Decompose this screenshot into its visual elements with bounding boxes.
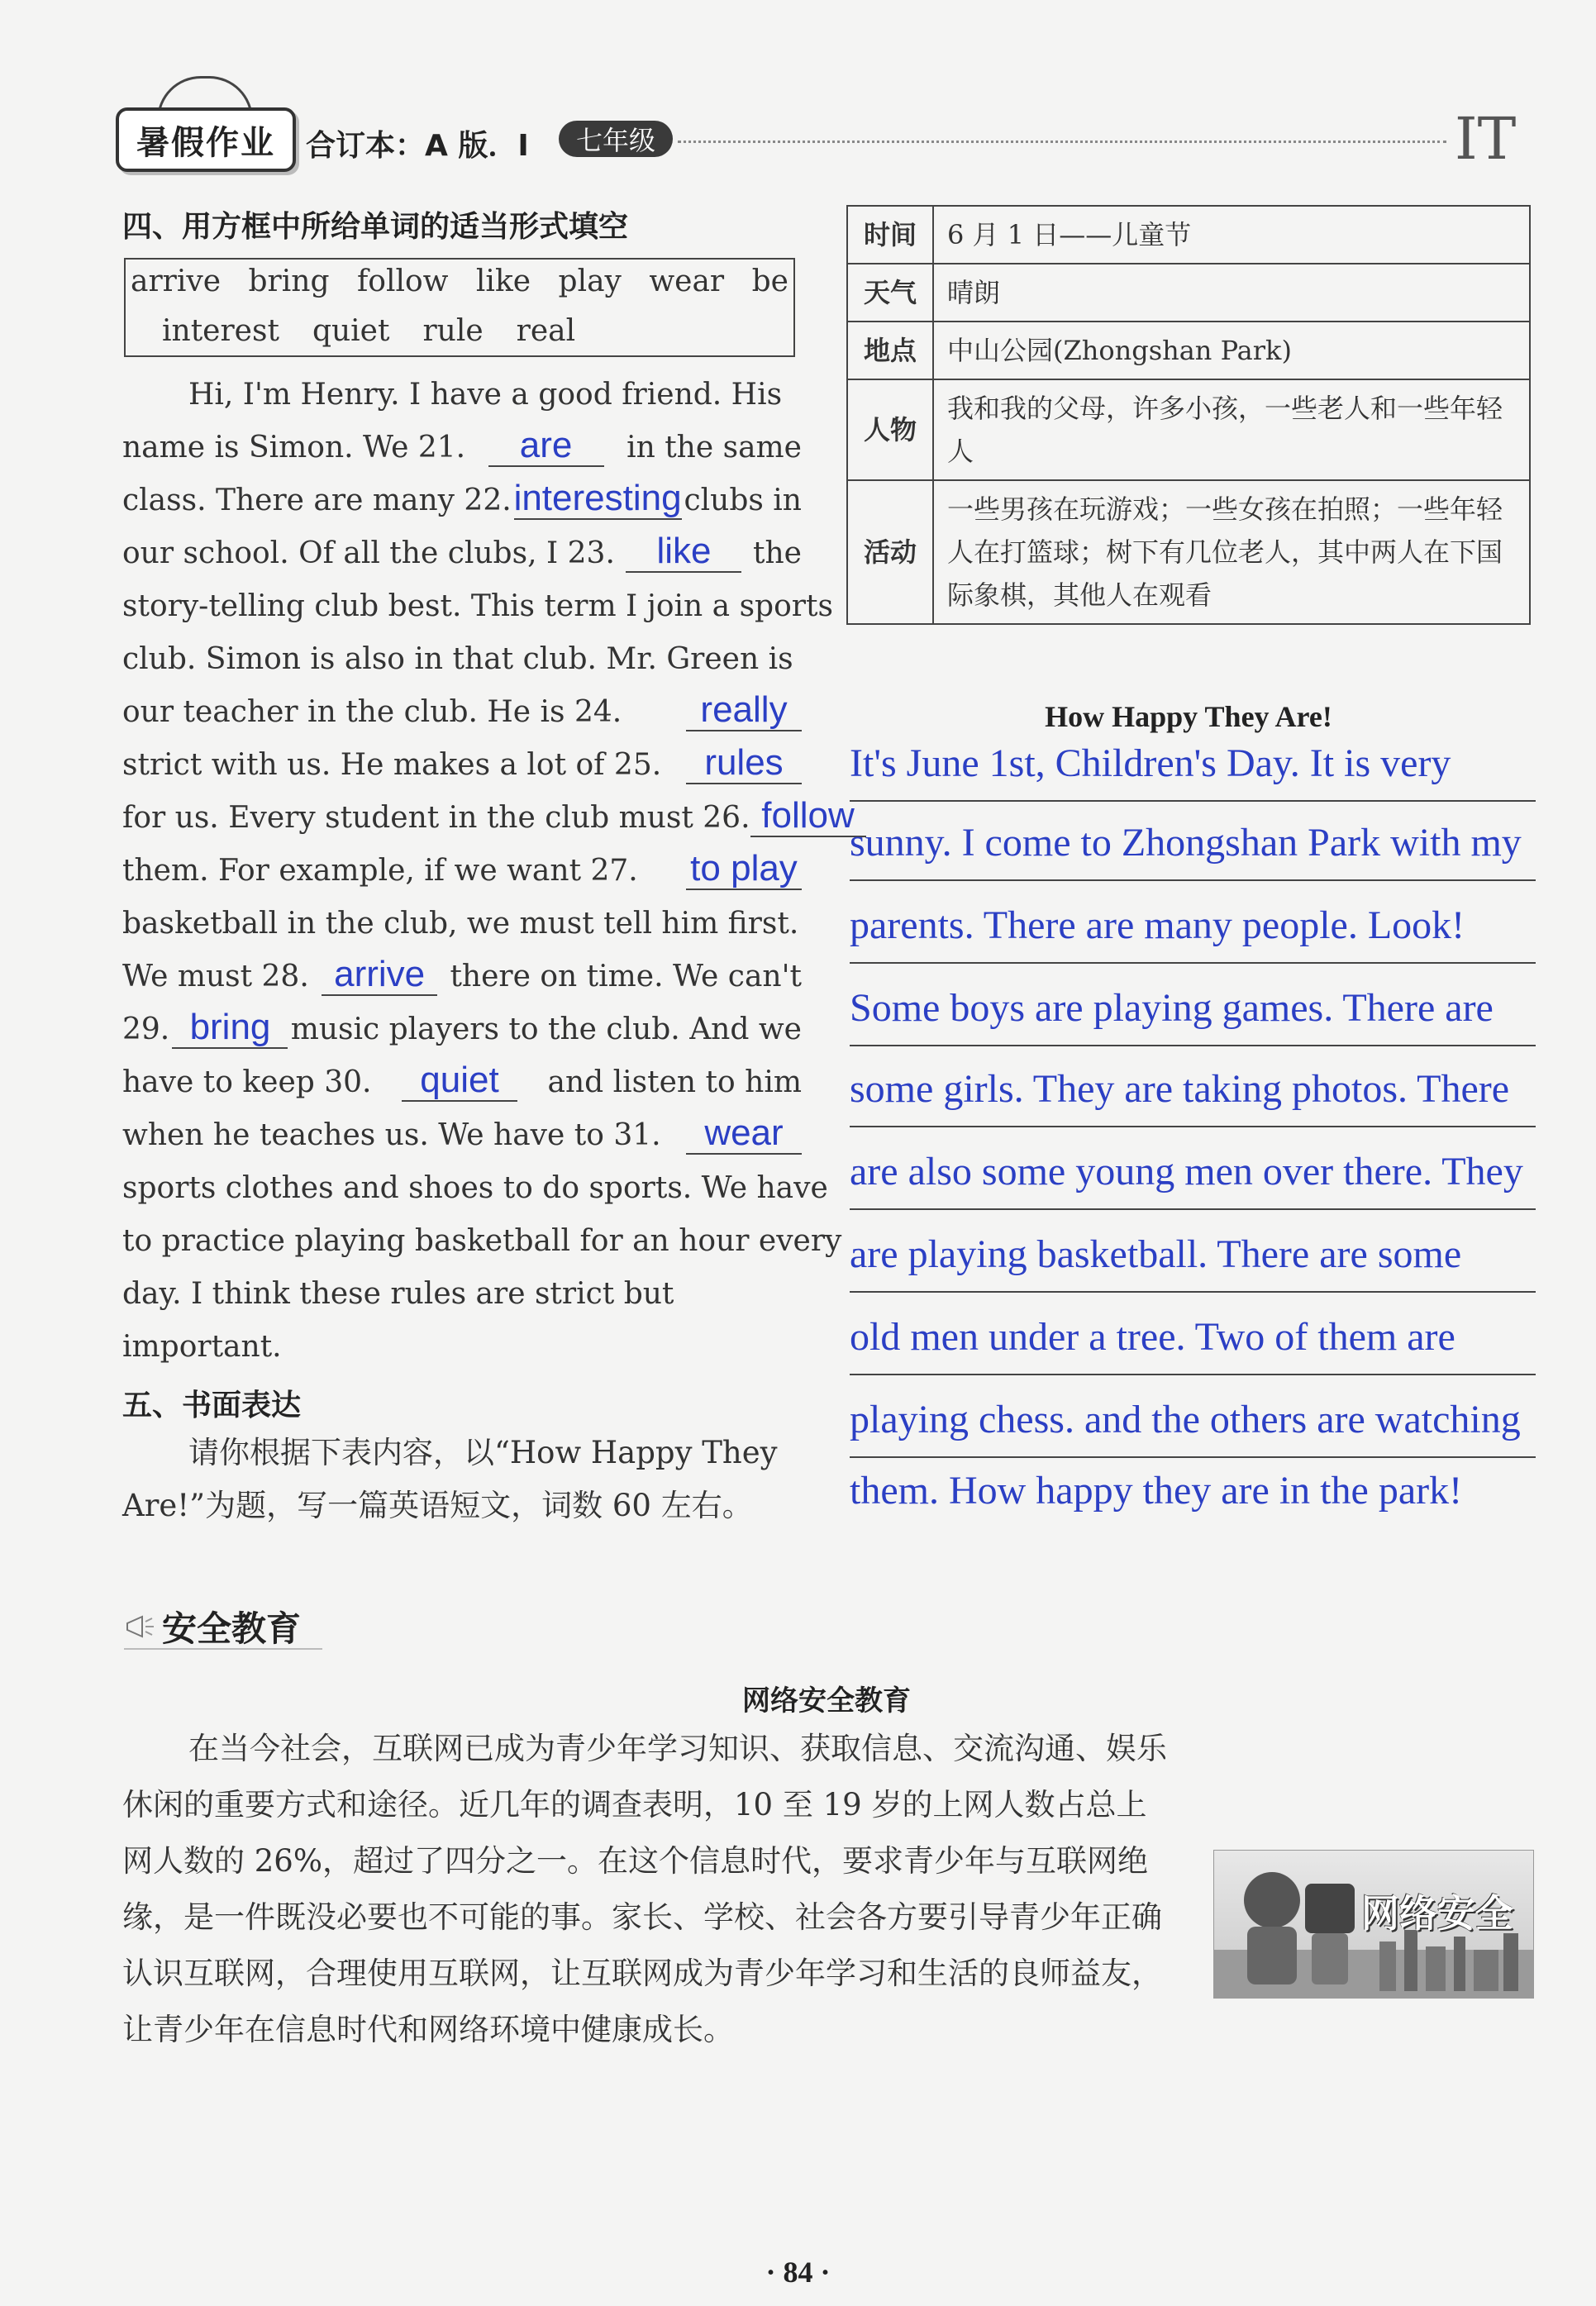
word-box (124, 258, 795, 357)
blank-28: arrive (322, 957, 437, 996)
passage-line: story-telling club best. This term I join a sports (122, 589, 833, 623)
safety-rule (124, 1648, 322, 1650)
essay-line: some girls. They are taking photos. There (850, 1056, 1536, 1127)
section5-instruction: Are!”为题，写一篇英语短文，词数 60 左右。 (122, 1488, 753, 1523)
word: arrive (131, 264, 222, 298)
megaphone-icon (124, 1610, 157, 1643)
table-row (847, 480, 1530, 624)
blank-26: follow (750, 798, 866, 837)
word: play (558, 264, 622, 298)
passage-line: our teacher in the club. He is 24. really (122, 688, 802, 737)
safety-text-line: 认识互联网，合理使用互联网，让互联网成为青少年学习和生活的良师益友， (122, 1956, 1162, 1991)
word: follow (356, 264, 449, 298)
section4-title: 四、用方框中所给单词的适当形式填空 (122, 210, 629, 244)
network-security-image (1213, 1850, 1534, 1999)
table-key: 天气 (847, 264, 933, 322)
passage-line: 29. bring music players to the club. And we (122, 1007, 802, 1047)
blank-30: quiet (402, 1063, 517, 1102)
table-key: 时间 (847, 206, 933, 264)
essay-line: parents. There are many people. Look! (850, 893, 1536, 964)
table-key: 人物 (847, 379, 933, 480)
passage-line: strict with us. He makes a lot of 25. rules (122, 741, 802, 790)
header-badge: 暑假作业 (116, 107, 296, 172)
safety-text-line: 缘，是一件既没必要也不可能的事。家长、学校、社会各方要引导青少年正确 (122, 1899, 1162, 1935)
section5-instruction: 请你根据下表内容，以“How Happy They (188, 1435, 778, 1470)
essay-line: Some boys are playing games. There are (850, 975, 1536, 1046)
essay-line: are playing basketball. There are some (850, 1222, 1536, 1293)
passage-line: for us. Every student in the club must 26. follow (122, 793, 802, 843)
table-key: 活动 (847, 480, 933, 624)
blank-29: bring (172, 1010, 288, 1049)
safety-subtitle: 网络安全教育 (742, 1684, 911, 1718)
passage-line: sports clothes and shoes to do sports. We have (122, 1171, 828, 1205)
safety-text-line: 让青少年在信息时代和网络环境中健康成长。 (122, 2012, 734, 2047)
essay-line: sunny. I come to Zhongshan Park with my (850, 810, 1536, 881)
blank-31: wear (686, 1116, 802, 1155)
header-rule (678, 141, 1446, 143)
safety-title: 安全教育 (162, 1608, 302, 1649)
blank-22: interesting (513, 478, 682, 518)
safety-text-line: 在当今社会，互联网已成为青少年学习知识、获取信息、交流沟通、娱乐 (188, 1731, 1167, 1766)
table-value: 晴朗 (933, 264, 1530, 322)
grade-badge: 七年级 (559, 121, 673, 157)
table-value: 6 月 1 日——儿童节 (933, 206, 1530, 264)
safety-text-line: 休闲的重要方式和途径。近几年的调查表明，10 至 19 岁的上网人数占总上 (122, 1787, 1147, 1822)
table-row (847, 264, 1530, 322)
blank-21: are (488, 428, 604, 467)
passage-line: have to keep 30. quiet and listen to him (122, 1060, 802, 1100)
table-row (847, 379, 1530, 480)
info-table (846, 205, 1531, 625)
word: interest (162, 314, 279, 348)
passage-line: important. (122, 1330, 282, 1364)
blank-25: rules (686, 746, 802, 784)
passage-line: our school. Of all the clubs, I 23. like the (122, 531, 802, 571)
table-key: 地点 (847, 322, 933, 379)
essay-line: them. How happy they are in the park! (850, 1469, 1463, 1513)
word: real (516, 314, 576, 348)
word: quiet (312, 314, 390, 348)
passage-line: name is Simon. We 21. are in the same (122, 425, 802, 465)
essay-line: old men under a tree. Two of them are (850, 1304, 1536, 1375)
page-number: · 84 · (765, 2256, 831, 2289)
passage-line: We must 28. arrive there on time. We can't (122, 954, 802, 994)
publisher-logo: IT (1455, 105, 1517, 173)
blank-27: to play (686, 851, 802, 890)
section5-title: 五、书面表达 (122, 1389, 302, 1422)
word: like (475, 264, 531, 298)
table-value: 我和我的父母，许多小孩，一些老人和一些年轻人 (933, 379, 1530, 480)
passage-line: club. Simon is also in that club. Mr. Green is (122, 642, 793, 676)
blank-23: like (626, 534, 741, 573)
word: bring (248, 264, 330, 298)
essay-line: It's June 1st, Children's Day. It is very (850, 731, 1536, 802)
safety-text-line: 网人数的 26%，超过了四分之一。在这个信息时代，要求青少年与互联网绝 (122, 1843, 1148, 1879)
passage-line: them. For example, if we want 27. to play (122, 846, 802, 896)
passage-line: Hi, I'm Henry. I have a good friend. His (188, 378, 783, 412)
blank-24: really (686, 693, 802, 731)
word: wear (649, 264, 725, 298)
table-value: 一些男孩在玩游戏；一些女孩在拍照；一些年轻人在打篮球；树下有几位老人，其中两人在下国际象棋，其他人在观看 (933, 480, 1530, 624)
essay-title: How Happy They Are! (1045, 700, 1332, 733)
table-value: 中山公园(Zhongshan Park) (933, 322, 1530, 379)
word: rule (422, 314, 484, 348)
passage-line: basketball in the club, we must tell him first. (122, 907, 799, 941)
essay-line: are also some young men over there. They (850, 1139, 1536, 1210)
essay-line: playing chess. and the others are watching (850, 1387, 1536, 1458)
table-row (847, 322, 1530, 379)
passage-line: when he teaches us. We have to 31. wear (122, 1111, 802, 1160)
table-row (847, 206, 1530, 264)
passage-line: day. I think these rules are strict but (122, 1277, 674, 1311)
image-caption: 网络安全 (1361, 1891, 1513, 1936)
passage-line: class. There are many 22. interesting clubs in (122, 478, 802, 518)
passage-line: to practice playing basketball for an hour every (122, 1224, 842, 1258)
word: be (751, 264, 788, 298)
header-subtitle: 合订本：A 版．I (306, 129, 529, 163)
